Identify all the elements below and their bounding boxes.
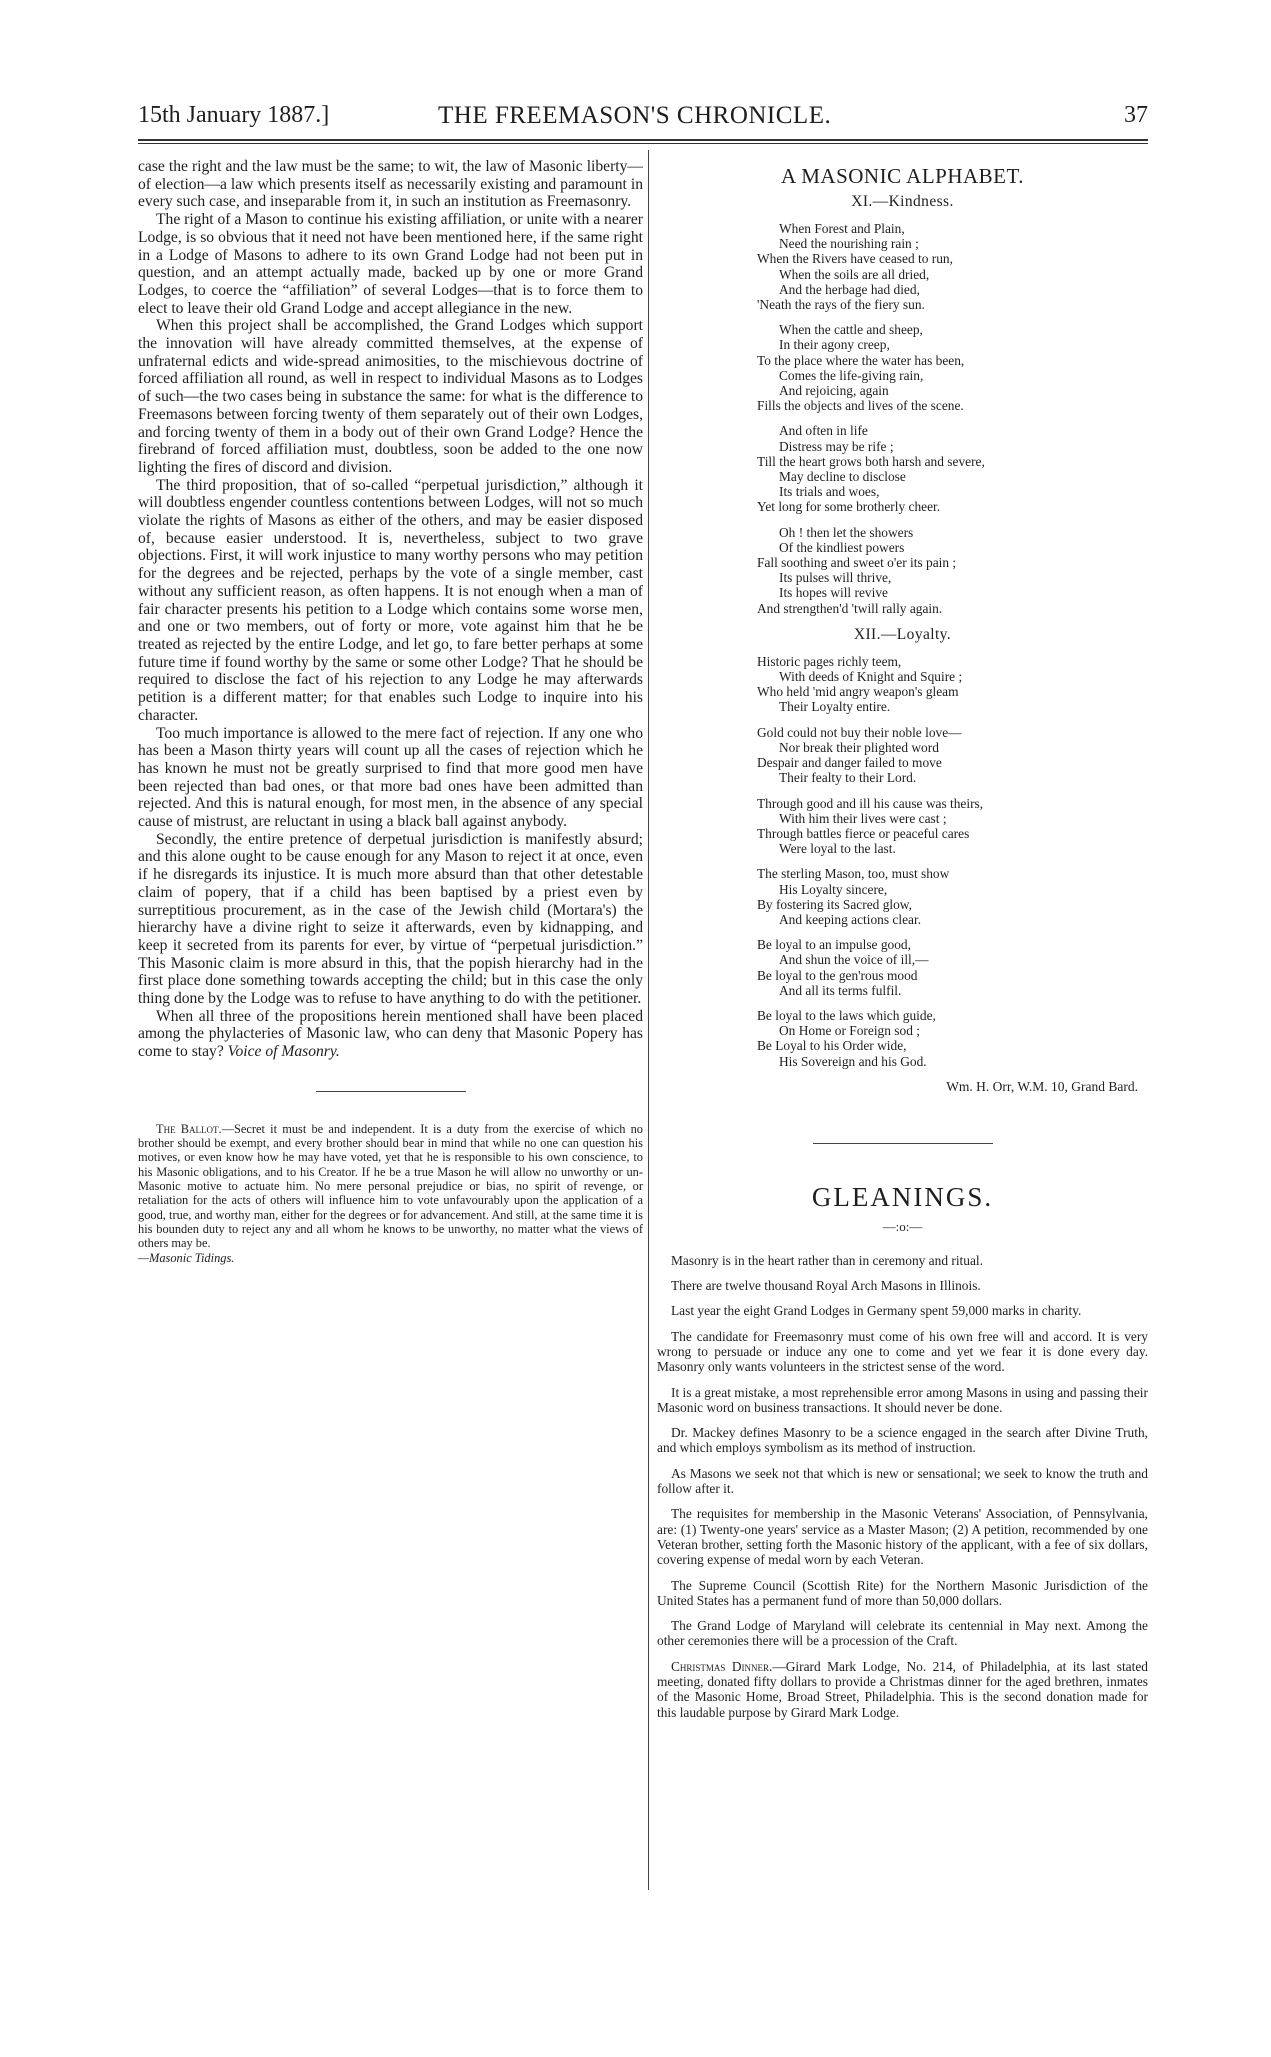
poem-heading: XI.—Kindness. — [851, 193, 954, 210]
gleanings-title: GLEANINGS. — [811, 1181, 994, 1212]
poem-line: His Sovereign and his God. — [779, 1053, 927, 1069]
gleaning-item: Masonry is in the heart rather than in ceremony and ritual. — [671, 1252, 983, 1268]
poem-line: Nor break their plighted word — [779, 739, 939, 755]
ballot-source: —Masonic Tidings. — [138, 1250, 235, 1265]
poem-line: Be Loyal to his Order wide, — [757, 1038, 907, 1054]
gleaning-item: The requisites for membership in the Masonic Veterans' Association, of Pennsylvania, are: (1) Twenty-one years' service as a Master Mason; (2) A petition, recommended by one Veteran brother, setting forth the Masonic history of the applicant, with a fee of six dollars, covering expense of medal worn by each Veteran. — [657, 1506, 1148, 1568]
christmas-lead: Christmas Dinner. — [671, 1658, 773, 1674]
poem-line: And shun the voice of ill,— — [779, 952, 929, 968]
article-paragraph: The third proposition, that of so-called “perpetual jurisdiction,” although it will doubtless engender countless contentions between Lodges, will not so much violate the rights of Masons as either of the others, and may be easier disposed of, because easier understood. It is, nevertheless, subject to two grave objections. First, it will work injustice to many worthy persons who may petition for the degrees and be rejected, perhaps by the vote of a single member, cast without any sufficient reason, as often happens. It is not enough when a man of fair character presents his petition to a Lodge which contains some worse men, and one or two members, out of forty or more, vote against him that he be treated as rejected by the entire Lodge, and let go, to fare better perhaps at some future time if found worthy by the same or some other Lodge? That he should be required to disclose the fact of his rejection to any Lodge he may afterwards petition is a different matter; for that enables such Lodge to inquire into his character. — [138, 476, 643, 724]
poem-line: And keeping actions clear. — [779, 911, 922, 927]
gleaning-christmas — [657, 1659, 1148, 1720]
masthead-title: THE FREEMASON'S CHRONICLE. — [438, 102, 832, 129]
poem-line: And rejoicing, again — [779, 383, 889, 399]
article-text: When all three of the propositions herein mentioned shall have been placed among the phylacteries of Masonic law, who can deny that Masonic Popery has come to stay? — [138, 1007, 643, 1061]
poem-line: Its pulses will thrive, — [779, 570, 892, 586]
poem-line: And often in life — [779, 423, 868, 439]
poem-line: Of the kindliest powers — [779, 539, 905, 555]
gleaning-item: The Supreme Council (Scottish Rite) for the Northern Masonic Jurisdiction of the United States has a permanent fund of more than 50,000 dollars. — [657, 1577, 1148, 1608]
issue-date: 15th January 1887.] — [138, 102, 330, 128]
poem-stanza — [757, 525, 1148, 616]
gleanings-ornament: —:o:— — [882, 1218, 923, 1234]
poem-line: Its hopes will revive — [779, 585, 888, 601]
gleanings-items — [657, 1253, 1148, 1649]
poem-line: When the cattle and sheep, — [779, 322, 923, 338]
poem-line: May decline to disclose — [779, 469, 906, 485]
left-column — [138, 158, 643, 1898]
poem-line: 'Neath the rays of the fiery sun. — [757, 297, 925, 313]
gleaning-item: There are twelve thousand Royal Arch Masons in Illinois. — [671, 1278, 981, 1294]
poem-signature: Wm. H. Orr, W.M. 10, Grand Bard. — [946, 1078, 1138, 1094]
gleaning-item: As Masons we seek not that which is new or sensational; we seek to know the truth and follow after it. — [657, 1465, 1148, 1497]
poem-stanza — [757, 866, 1148, 927]
poem-line: Fills the objects and lives of the scene. — [757, 398, 964, 414]
poem-line: Be loyal to an impulse good, — [757, 937, 911, 953]
page-header — [138, 98, 1148, 136]
poem-line: Fall soothing and sweet o'er its pain ; — [757, 555, 957, 571]
poem-stanza — [757, 423, 1148, 514]
poem-line: When Forest and Plain, — [779, 221, 905, 236]
poem-line: Gold could not buy their noble love— — [757, 724, 962, 740]
poem-line: Yet long for some brotherly cheer. — [757, 499, 941, 515]
article-paragraph: Secondly, the entire pretence of derpetual jurisdiction is manifestly absurd; and this alone ought to be cause enough for any Mason to reject it at once, even if he disregards its injustice. It is much more absurd than that other detestable claim of popery, that if a child has been baptised by a priest even by surreptitious procurement, as in the case of the Jewish child (Mortara's) the hierarchy have a divine right to seize it afterwards, even by kidnapping, and keep it secreted from its parents for ever, by virtue of “perpetual jurisdiction.” This Masonic claim is more absurd in this, that the popish hierarchy had in the first place done something towards accepting the child; but in this case the only thing done by the Lodge was to refuse to have anything to do with the petitioner. — [138, 830, 643, 1008]
poem-line: To the place where the water has been, — [757, 352, 965, 368]
header-rule-thin — [138, 143, 1148, 144]
poem-line: Be loyal to the gen'rous mood — [757, 967, 918, 983]
header-rule — [138, 139, 1148, 141]
poem-line: Their fealty to their Lord. — [779, 770, 917, 786]
gleaning-item: Last year the eight Grand Lodges in Germany spent 59,000 marks in charity. — [671, 1303, 1082, 1319]
poem-line: By fostering its Sacred glow, — [757, 896, 912, 912]
poem-line: Through battles fierce or peaceful cares — [757, 825, 970, 841]
poem-line: Despair and danger failed to move — [757, 755, 942, 771]
poem-line: Who held 'mid angry weapon's gleam — [757, 684, 959, 700]
christmas-text: —Girard Mark Lodge, No. 214, of Philadelphia, at its last stated meeting, donated fifty dollars to provide a Christmas dinner for the aged brethren, inmates of the Masonic Home, Broad Street, Philadelphia. This is the second donation made for this laudable purpose by Girard Mark Lodge. — [657, 1658, 1148, 1720]
poem-line: Till the heart grows both harsh and severe, — [757, 453, 985, 469]
gleaning-item: The candidate for Freemasonry must come of his own free will and accord. It is very wrong to persuade or induce any one to come and yet we fear it is done every day. Masonry only wants volunteers in the strictest sense of the word. — [657, 1328, 1148, 1375]
poem-line: When the Rivers have ceased to run, — [757, 251, 953, 267]
poem-line: Distress may be rife ; — [779, 438, 894, 454]
poem-line: With deeds of Knight and Squire ; — [779, 669, 963, 685]
section-divider — [316, 1091, 466, 1092]
poem-line: Comes the life-giving rain, — [779, 367, 924, 383]
poem-line: And all its terms fulfil. — [779, 982, 902, 998]
poem-line: Oh ! then let the showers — [779, 524, 914, 540]
poem-line: In their agony creep, — [779, 337, 890, 353]
poem-stanza — [757, 322, 1148, 413]
poem-line: Through good and ill his cause was theirs, — [757, 795, 984, 811]
gleaning-item: It is a great mistake, a most reprehensible error among Masons in using and passing their Masonic word on business transactions. It should never be done. — [657, 1384, 1148, 1415]
poem-line: And the herbage had died, — [779, 281, 920, 297]
gleaning-item: Dr. Mackey defines Masonry to be a science engaged in the search after Divine Truth, and which employs symbolism as its method of instruction. — [657, 1425, 1148, 1456]
poem-stanza — [757, 937, 1148, 998]
ballot-text: —Secret it must be and independent. It is a duty from the exercise of which no brother should be exempt, and every brother should bear in mind that while no one can question his motives, or even know how he may have voted, yet that he is responsible to his own conscience, to his Masonic obligations, and to his Creator. If he be a true Mason he will allow no unworthy or un-Masonic motive to actuate him. No mere personal prejudice or bias, no spirit of revenge, or retaliation for the acts of others will influence him to vote unfavourably upon the application of a good, true, and worthy man, either for the degrees or for advancement. And still, at the same time it is his bounden duty to reject any and all whom he knows to be unworthy, no matter what the views of others may be. — [138, 1121, 643, 1251]
alphabet-title: A MASONIC ALPHABET. — [780, 164, 1025, 188]
poem-line: Be loyal to the laws which guide, — [757, 1007, 936, 1023]
gleaning-item: The Grand Lodge of Maryland will celebrate its centennial in May next. Among the other ceremonies there will be a procession of the Craft. — [657, 1618, 1148, 1649]
poem-line: His Loyalty sincere, — [779, 881, 888, 897]
section-divider — [813, 1143, 993, 1144]
poem-stanza — [757, 1008, 1148, 1069]
ballot-paragraph — [138, 1122, 643, 1251]
poem-line: And strengthen'd 'twill rally again. — [757, 600, 943, 616]
poem-line: Need the nourishing rain ; — [779, 236, 919, 252]
article-paragraph: The right of a Mason to continue his existing affiliation, or unite with a nearer Lodge, is so obvious that it need not have been mentioned here, if the same right in a Lodge of Masons to adhere to its own Grand Lodge had not been put in question, and an attempt actually made, backed up by one or more Grand Lodges, to coerce the “affiliation” of several Lodges—that is to force them to elect to leave their old Grand Lodge and accept allegiance in the new. — [138, 211, 643, 317]
article-paragraph: Too much importance is allowed to the mere fact of rejection. If any one who has been a Mason thirty years will count up all the cases of rejection which he has known he must not be greatly surprised to find that more good men have been rejected than bad ones, or that more bad ones have been admitted than rejected. And this is natural enough, for most men, in the absence of any special cause of mistrust, are reluctant in using a black ball against anybody. — [138, 724, 643, 831]
poem-stanza — [757, 654, 1148, 715]
poem-line: Their Loyalty entire. — [779, 699, 891, 715]
column-divider — [648, 150, 649, 1890]
article-source: Voice of Masonry. — [227, 1043, 340, 1061]
poem-stanza — [757, 725, 1148, 786]
article-paragraph-last — [138, 1008, 643, 1061]
alphabet-poems — [657, 193, 1148, 1069]
page-number: 37 — [1124, 102, 1148, 128]
right-column — [657, 160, 1148, 1900]
poem-stanza — [757, 221, 1148, 312]
article-paragraph: When this project shall be accomplished, the Grand Lodges which support the innovation will have already committed themselves, at the expense of unfraternal edicts and wide-spread animosities, to the mischievous doctrine of forced affiliation all round, as well in respect to individual Masons as to Lodges of such—the two cases being in substance the same: for what is the difference to Freemasons between forcing twenty of them separately out of their own Lodges, and forcing twenty of them in a body out of their own Grand Lodge? Hence the firebrand of forced affiliation must, doubtless, soon be added to the one now lighting the fires of discord and division. — [138, 317, 643, 476]
ballot-title: The Ballot. — [156, 1121, 222, 1136]
poem-line: With him their lives were cast ; — [779, 810, 947, 826]
poem-line: Historic pages richly teem, — [757, 653, 902, 669]
poem-line: Its trials and woes, — [779, 484, 880, 500]
poem-line: When the soils are all dried, — [779, 266, 930, 282]
poem-line: Were loyal to the last. — [779, 841, 896, 857]
poem-heading: XII.—Loyalty. — [853, 625, 952, 643]
poem-line: On Home or Foreign sod ; — [779, 1023, 920, 1039]
poem-stanza — [757, 796, 1148, 857]
poem-line: The sterling Mason, too, must show — [757, 866, 950, 882]
article-paragraph: case the right and the law must be the same; to wit, the law of Masonic liberty—of election—a law which presents itself as necessarily existing and paramount in every such case, and inseparable from it, in such an institution as Freemasonry. — [138, 158, 643, 211]
